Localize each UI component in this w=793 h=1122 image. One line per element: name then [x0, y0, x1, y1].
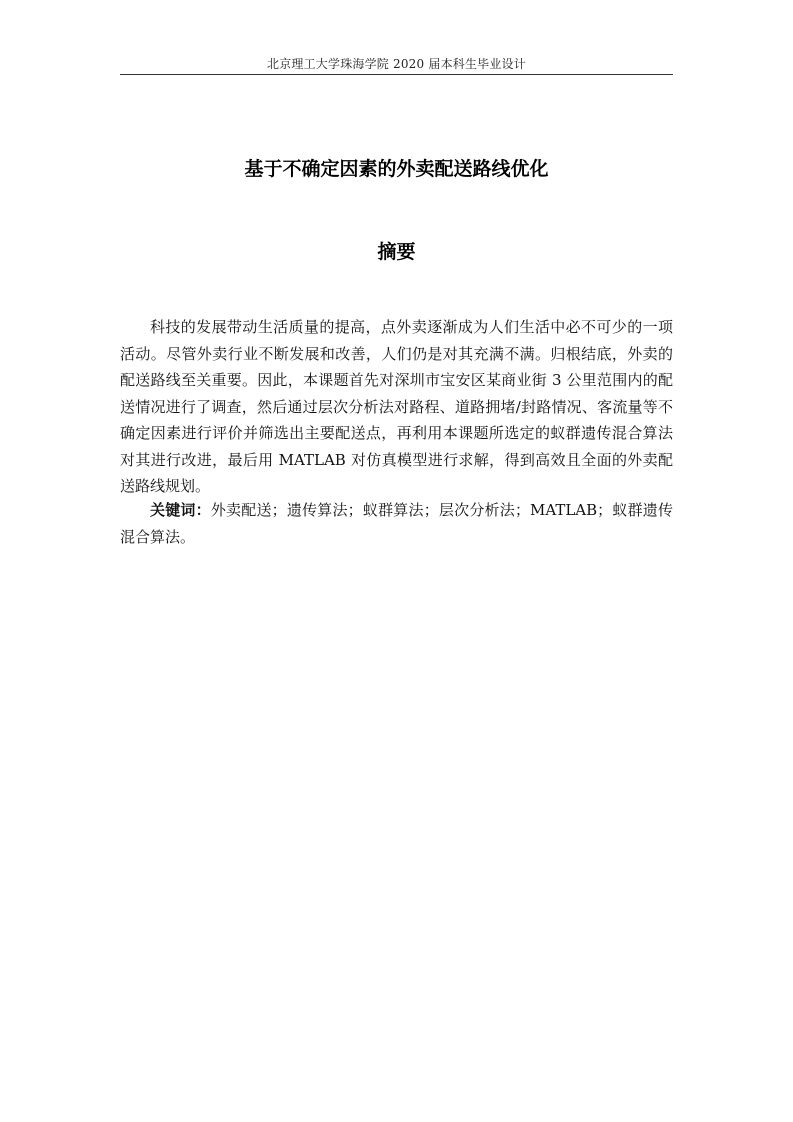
keywords-label: 关键词：: [150, 501, 211, 519]
abstract-body: 科技的发展带动生活质量的提高，点外卖逐渐成为人们生活中必不可少的一项活动。尽管外卖行业不断发展和改善，人们仍是对其充满不满。归根结底，外卖的配送路线至关重要。因此，本课题首先对深圳市宝安区某商业街 3 公里范围内的配送情况进行了调查，然后通过层次分析法对路程、道路拥堵/封路情况、客流量等不确定因素进行评价并筛选出主要配送点，再利用本课题所选定的蚁群遗传混合算法对其进行改进，最后用 MATLAB 对仿真模型进行求解，得到高效且全面的外卖配送路线规划。: [120, 318, 673, 495]
header-rule: [120, 74, 673, 75]
keywords-list: 外卖配送；遗传算法；蚁群算法；层次分析法；MATLAB；蚁群遗传混合算法。: [120, 501, 673, 546]
running-header: 北京理工大学珠海学院 2020 届本科生毕业设计: [267, 57, 526, 71]
keywords-paragraph: [120, 497, 673, 550]
abstract-heading: 摘要: [377, 241, 416, 263]
thesis-title: 基于不确定因素的外卖配送路线优化: [244, 158, 549, 180]
